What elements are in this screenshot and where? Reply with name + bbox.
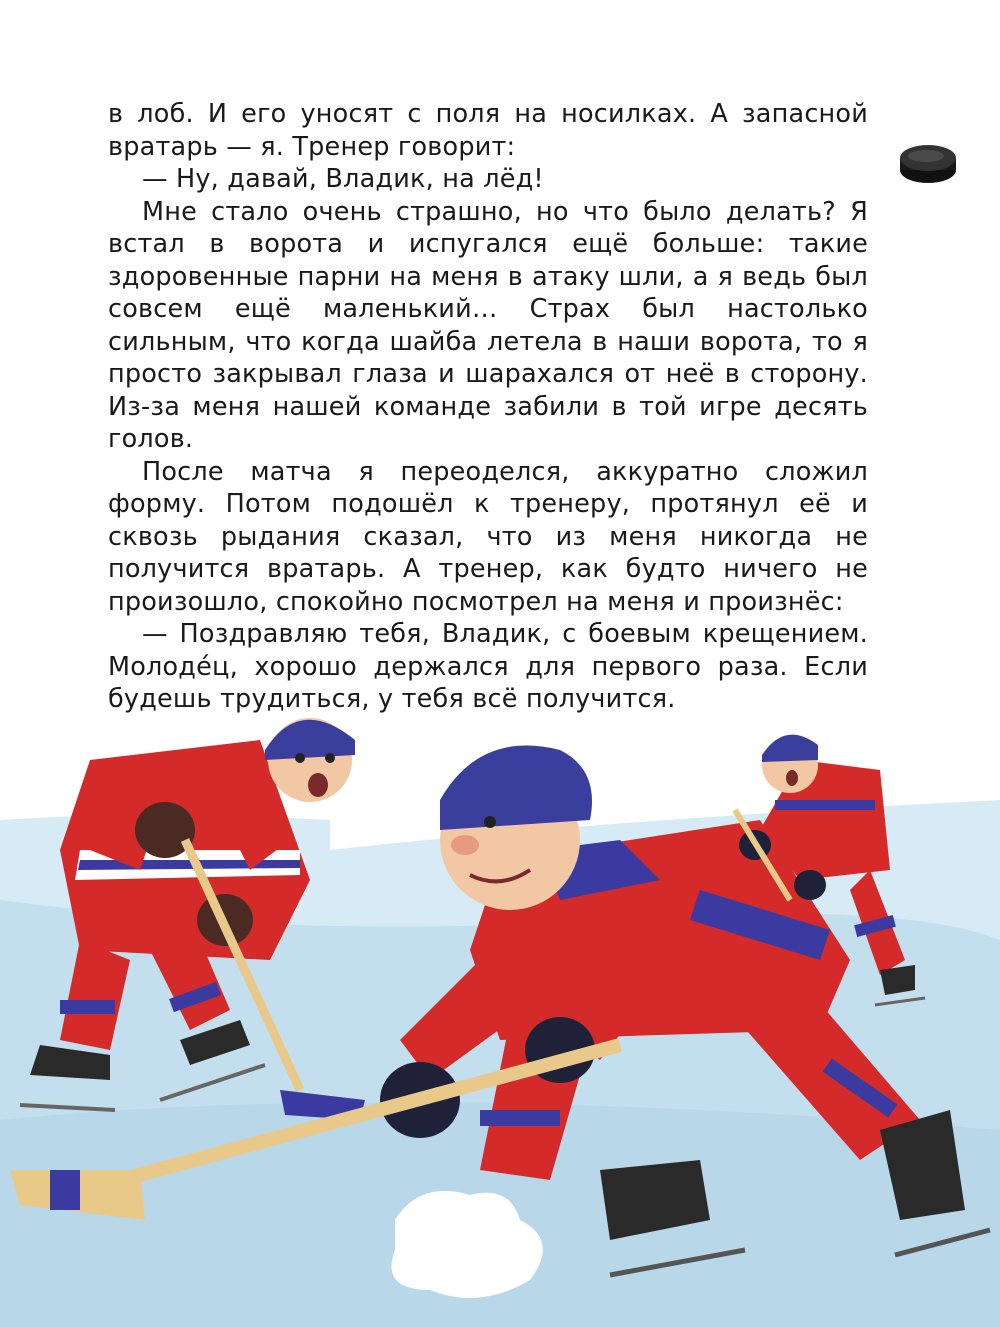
paragraph-3: Мне стало очень страшно, но что было делать? Я встал в ворота и испугался ещё больше: такие здоровенные парни на меня в атаку шли, а я ведь был совсем ещё маленький… Страх был настолько сильным, что когда шайба летела в наши ворота, то я просто закрывал глаза и шарахался от неё в сторону. Из-за меня нашей команде забили в той игре десять голов. bbox=[108, 196, 868, 454]
paragraph-4: После матча я переоделся, аккуратно сложил форму. Потом подошёл к тренеру, протянул её и сквозь рыдания сказал, что из меня никогда не получится вратарь. А тренер, как будто ничего не произошло, спокойно посмотрел на меня и произнёс: bbox=[108, 456, 868, 617]
paragraph-1: в лоб. И его уносят с поля на носилках. А запасной вратарь — я. Тренер говорит: bbox=[108, 99, 868, 162]
hockey-players-illustration bbox=[0, 700, 1000, 1327]
paragraph-5: — Поздравляю тебя, Владик, с боевым крещением. Молодéц, хорошо держался для первого раза. Если будешь трудиться, у тебя всё получится. bbox=[108, 619, 868, 714]
story-text bbox=[108, 98, 868, 716]
hockey-puck-icon bbox=[896, 140, 960, 188]
paragraph-2: — Ну, давай, Владик, на лёд! bbox=[142, 164, 544, 194]
